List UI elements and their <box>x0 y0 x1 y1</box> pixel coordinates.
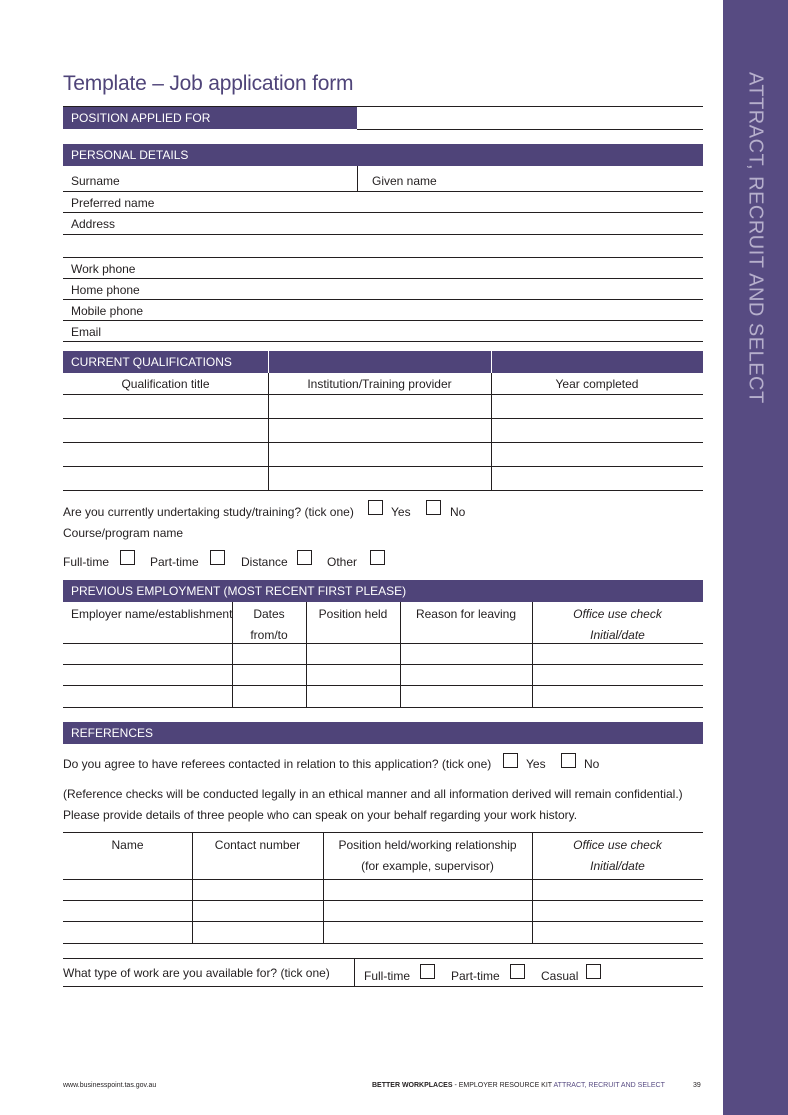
study-question: Are you currently undertaking study/training? (tick one) <box>63 505 354 519</box>
divider <box>63 832 703 833</box>
home-phone-label: Home phone <box>71 283 140 297</box>
footer-credit <box>372 1082 665 1089</box>
divider <box>63 191 703 192</box>
referees-no-checkbox[interactable] <box>561 753 576 768</box>
ref-name-column: Name <box>111 838 144 852</box>
institution-column: Institution/Training provider <box>307 377 452 391</box>
table-row <box>63 900 703 901</box>
divider <box>63 320 703 321</box>
table-row <box>63 643 703 644</box>
avail-casual-label: Casual <box>541 969 579 983</box>
position-applied-field[interactable] <box>358 107 703 129</box>
ref-position-column-sub: (for example, supervisor) <box>361 859 494 873</box>
dates-column-sub: from/to <box>250 628 288 642</box>
table-row <box>63 943 703 944</box>
avail-parttime-checkbox[interactable] <box>510 964 525 979</box>
divider <box>63 257 703 258</box>
divider <box>357 129 703 130</box>
divider <box>63 278 703 279</box>
page-number: 39 <box>693 1082 701 1089</box>
office-use-column: Office use check <box>573 607 662 621</box>
employer-column: Employer name/establishment <box>71 607 233 621</box>
divider <box>306 602 307 707</box>
table-row <box>63 442 703 443</box>
footer-kit: - EMPLOYER RESOURCE KIT <box>452 1082 554 1089</box>
study-yes-checkbox[interactable] <box>368 500 383 515</box>
divider <box>192 832 193 943</box>
position-applied-header: POSITION APPLIED FOR <box>63 107 357 129</box>
table-row <box>63 664 703 665</box>
table-row <box>63 879 703 880</box>
page-title: Template – Job application form <box>63 72 354 95</box>
fulltime-checkbox[interactable] <box>120 550 135 565</box>
divider <box>63 341 703 342</box>
reference-note: (Reference checks will be conducted legally in an ethical manner and all information derived will remain confidential.) <box>63 787 683 801</box>
address-label: Address <box>71 217 116 231</box>
avail-parttime-label: Part-time <box>451 969 500 983</box>
parttime-checkbox[interactable] <box>210 550 225 565</box>
footer-section: ATTRACT, RECRUIT AND SELECT <box>553 1082 665 1089</box>
divider <box>357 166 358 191</box>
distance-checkbox[interactable] <box>297 550 312 565</box>
distance-label: Distance <box>241 555 288 569</box>
course-name-label: Course/program name <box>63 526 184 540</box>
table-row <box>63 466 703 467</box>
avail-casual-checkbox[interactable] <box>586 964 601 979</box>
divider <box>63 234 703 235</box>
study-no-label: No <box>450 505 466 519</box>
ref-contact-column: Contact number <box>214 838 301 852</box>
table-row <box>63 418 703 419</box>
other-label: Other <box>327 555 358 569</box>
surname-label: Surname <box>71 174 120 188</box>
parttime-label: Part-time <box>150 555 199 569</box>
table-row <box>63 921 703 922</box>
reason-for-leaving-column: Reason for leaving <box>415 607 517 621</box>
office-use-column-sub: Initial/date <box>590 628 645 642</box>
qualifications-header: CURRENT QUALIFICATIONS <box>63 351 703 373</box>
position-held-column: Position held <box>318 607 388 621</box>
fulltime-label: Full-time <box>63 555 110 569</box>
work-phone-label: Work phone <box>71 262 136 276</box>
divider <box>491 351 492 373</box>
table-row <box>63 685 703 686</box>
divider <box>63 299 703 300</box>
referees-yes-label: Yes <box>526 757 546 771</box>
personal-details-header: PERSONAL DETAILS <box>63 144 703 166</box>
ref-office-use-column: Office use check <box>573 838 662 852</box>
avail-fulltime-checkbox[interactable] <box>420 964 435 979</box>
divider <box>323 832 324 943</box>
given-name-label: Given name <box>372 174 437 188</box>
divider <box>232 602 233 707</box>
referees-no-label: No <box>584 757 600 771</box>
other-checkbox[interactable] <box>370 550 385 565</box>
divider <box>354 958 355 986</box>
divider <box>63 986 703 987</box>
study-no-checkbox[interactable] <box>426 500 441 515</box>
mobile-phone-label: Mobile phone <box>71 304 144 318</box>
dates-column: Dates <box>253 607 285 621</box>
ref-office-use-column-sub: Initial/date <box>590 859 645 873</box>
reference-instruction: Please provide details of three people who can speak on your behalf regarding your work history. <box>63 808 578 822</box>
divider <box>532 602 533 707</box>
study-yes-label: Yes <box>391 505 411 519</box>
ref-position-column: Position held/working relationship <box>338 838 517 852</box>
qualification-title-column: Qualification title <box>121 377 210 391</box>
email-label: Email <box>71 325 102 339</box>
divider <box>63 212 703 213</box>
table-row <box>63 707 703 708</box>
footer-url[interactable]: www.businesspoint.tas.gov.au <box>63 1082 157 1089</box>
referees-question: Do you agree to have referees contacted in relation to this application? (tick one) <box>63 757 492 771</box>
availability-question: What type of work are you available for? (tick one) <box>63 966 330 980</box>
divider <box>532 832 533 943</box>
preferred-name-label: Preferred name <box>71 196 155 210</box>
referees-yes-checkbox[interactable] <box>503 753 518 768</box>
divider <box>63 958 703 959</box>
avail-fulltime-label: Full-time <box>364 969 411 983</box>
year-completed-column: Year completed <box>555 377 639 391</box>
sidebar-section-title: ATTRACT, RECRUIT AND SELECT <box>744 72 767 404</box>
table-row <box>63 394 703 395</box>
employment-header: PREVIOUS EMPLOYMENT (MOST RECENT FIRST PLEASE) <box>63 580 703 602</box>
references-header: REFERENCES <box>63 722 703 744</box>
table-row <box>63 490 703 491</box>
divider <box>400 602 401 707</box>
footer-brand: BETTER WORKPLACES <box>372 1082 453 1089</box>
